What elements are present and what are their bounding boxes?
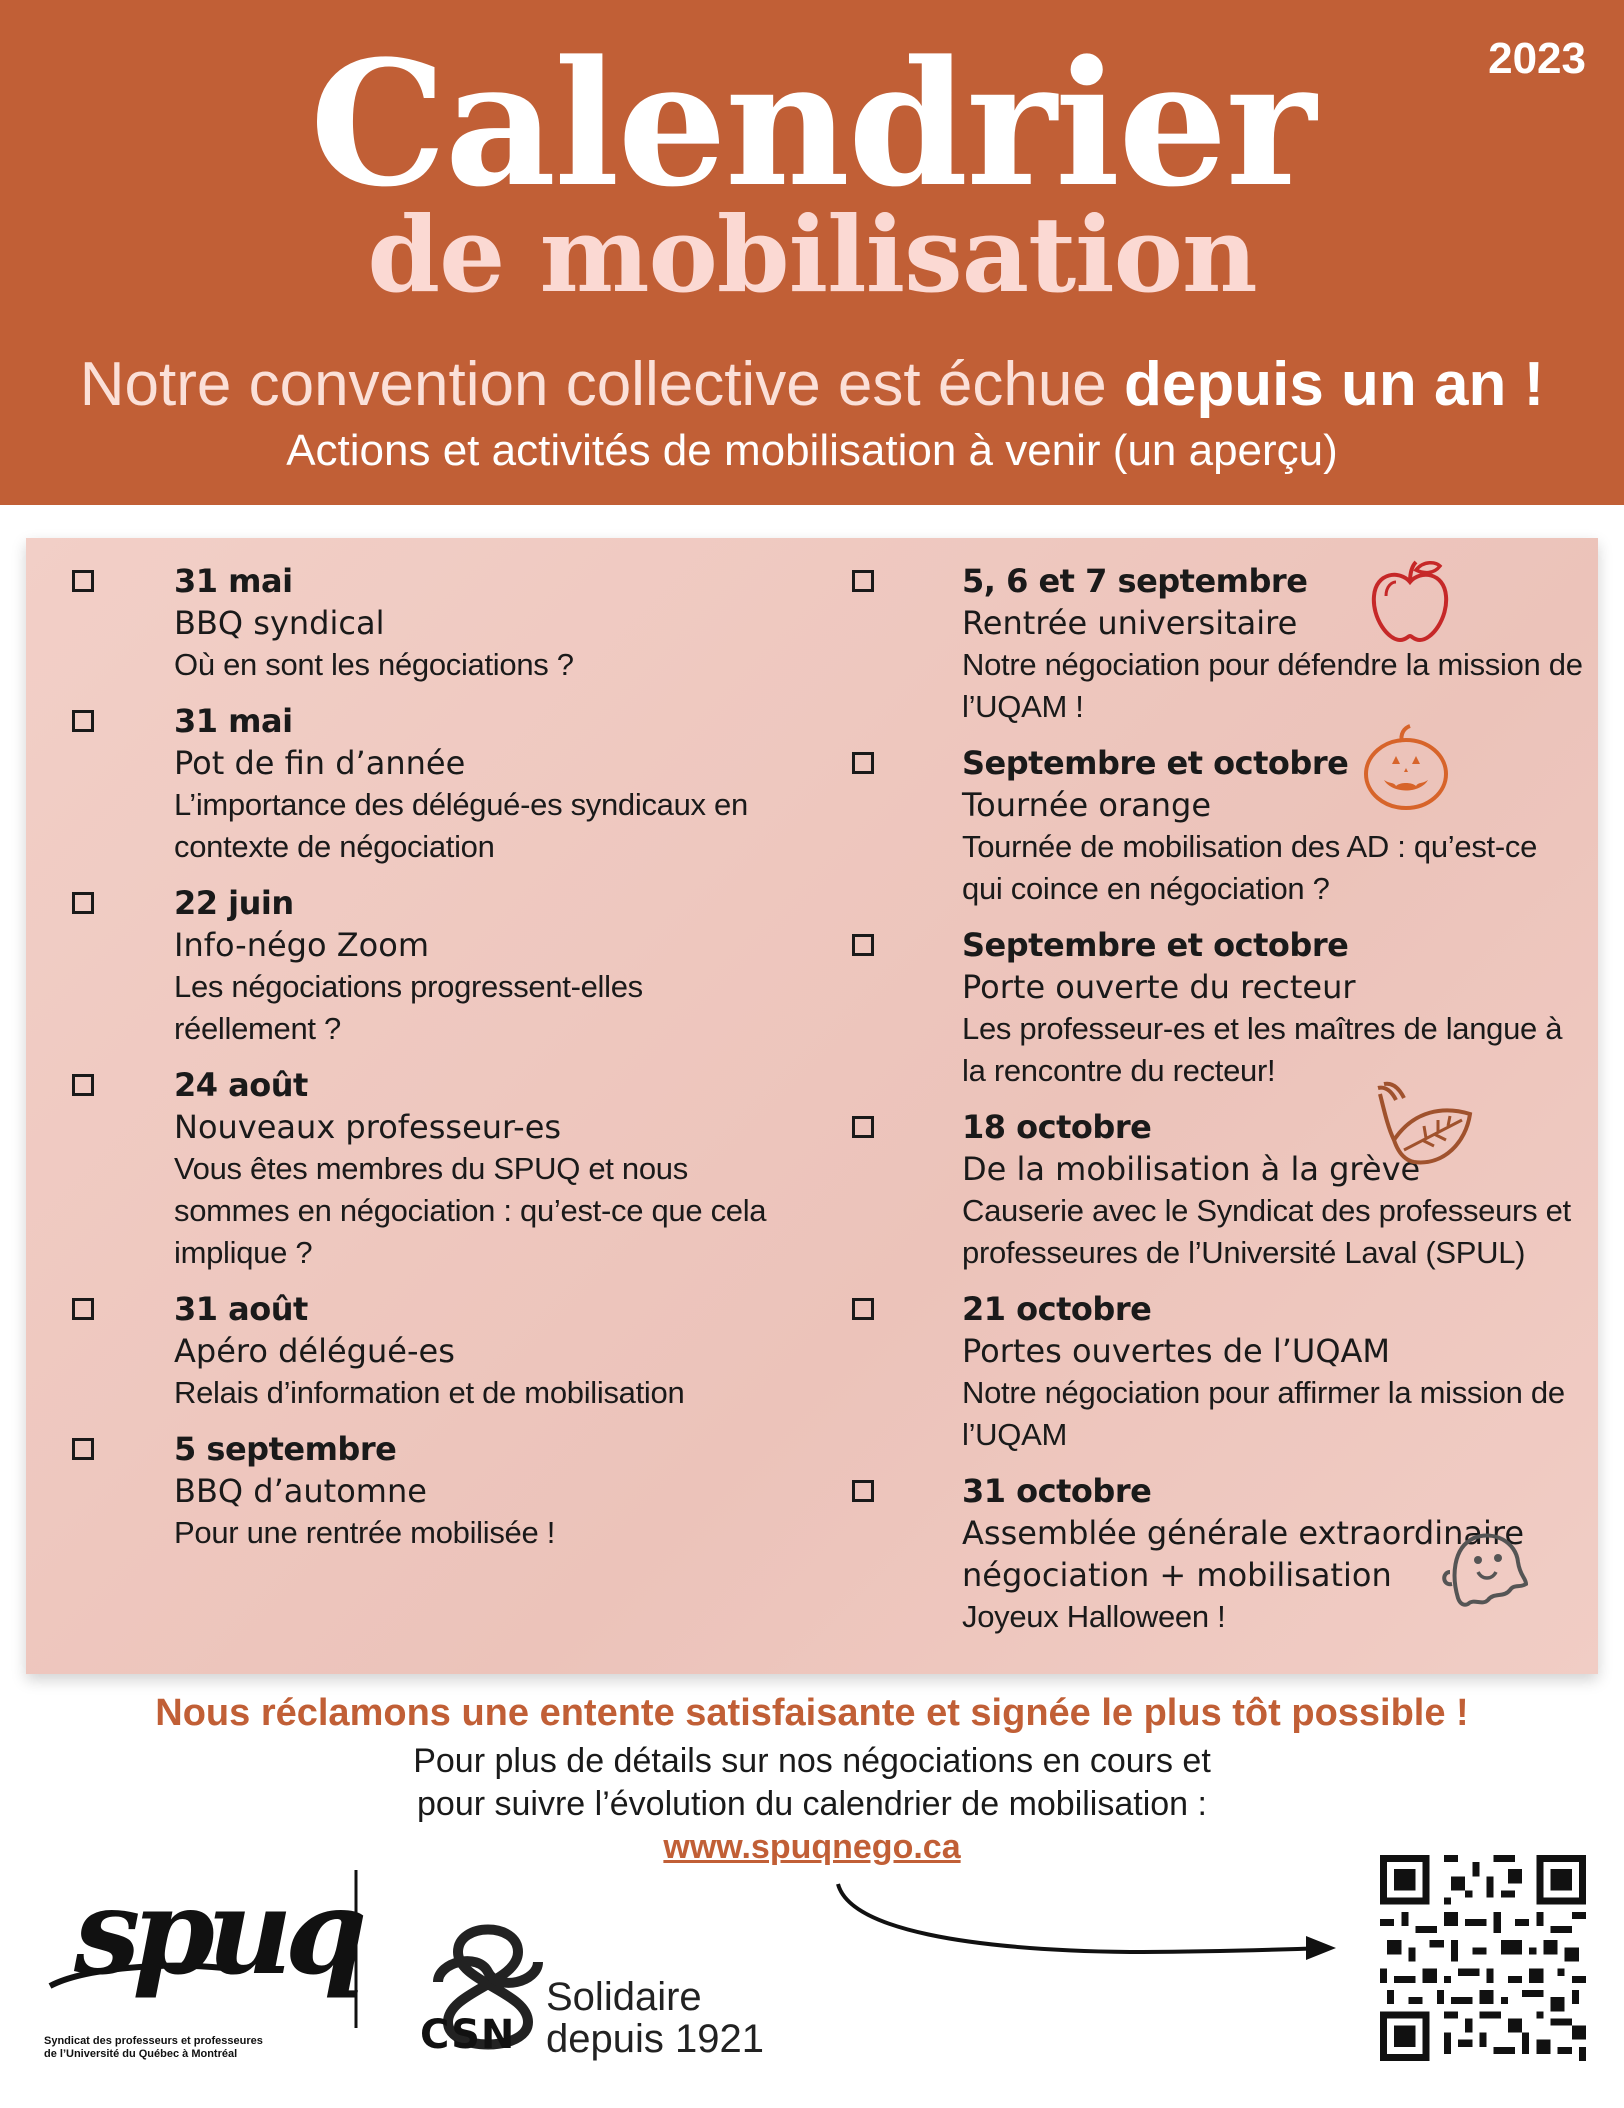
item-event-secondary: négociation + mobilisation [962,1556,1392,1594]
qr-code-icon[interactable] [1380,1855,1586,2061]
item-description: qui coince en négociation ? [962,871,1330,906]
checkbox[interactable] [72,1074,94,1096]
page-title: Calendrier [309,22,1315,225]
calendar-item [812,742,1598,910]
footer-demand: Nous réclamons une entente satisfaisante et signée le plus tôt possible ! [155,1692,1469,1734]
checkbox[interactable] [852,1298,874,1320]
calendar-item [26,560,786,686]
item-date: 31 mai [174,562,293,600]
checkbox[interactable] [72,710,94,732]
calendar-item [26,1064,786,1274]
checkbox[interactable] [852,934,874,956]
item-description: l’UQAM ! [962,689,1084,724]
item-description: l’UQAM [962,1417,1067,1452]
item-date: 31 octobre [962,1472,1152,1510]
item-description: Vous êtes membres du SPUQ et nous [174,1151,688,1186]
spuq-logo [44,1858,374,2058]
item-event: BBQ d’automne [174,1472,427,1510]
spuq-caption-line: de l’Université du Québec à Montréal [44,2048,238,2060]
item-event: Tournée orange [962,786,1212,824]
item-description: Les négociations progressent-elles [174,969,643,1004]
calendar-item [26,1288,786,1414]
spuq-caption-line: Syndicat des professeurs et professeures [44,2035,263,2047]
calendar-item [812,1470,1598,1638]
item-description: Où en sont les négociations ? [174,647,574,682]
item-description: sommes en négociation : qu’est-ce que cela [174,1193,767,1228]
item-description: la rencontre du recteur! [962,1053,1276,1088]
csn-wordmark: CSN [420,2012,516,2058]
checkbox[interactable] [72,570,94,592]
item-event: Porte ouverte du recteur [962,968,1356,1006]
footer-line-2: pour suivre l’évolution du calendrier de mobilisation : [417,1785,1207,1823]
ghost-icon [1438,1518,1534,1614]
calendar-item [26,700,786,868]
website-link[interactable]: www.spuqnego.ca [663,1828,961,1866]
checkbox[interactable] [852,1480,874,1502]
item-event: De la mobilisation à la grève [962,1150,1421,1188]
item-event: Portes ouvertes de l’UQAM [962,1332,1391,1370]
item-event: Info-négo Zoom [174,926,429,964]
item-description: Pour une rentrée mobilisée ! [174,1515,556,1550]
item-event: Nouveaux professeur-es [174,1108,562,1146]
item-date: 18 octobre [962,1108,1152,1146]
left-column [26,560,786,1568]
item-event: Assemblée générale extraordinaire [962,1514,1524,1552]
item-date: 24 août [174,1066,308,1104]
solidaire-line: Solidaire [546,1975,702,2019]
tagline-bold: depuis un an ! [1124,350,1545,419]
tagline-regular: Notre convention collective est échue [79,350,1125,419]
spuq-wordmark: spuq [74,1862,360,2001]
item-description: Les professeur-es et les maîtres de langue à [962,1011,1563,1046]
right-column [812,560,1598,1652]
item-description: L’importance des délégué-es syndicaux en [174,787,748,822]
item-date: 5, 6 et 7 septembre [962,562,1308,600]
calendar-panel [26,538,1598,1674]
item-description: Notre négociation pour affirmer la mission de [962,1375,1565,1410]
solidaire-line: depuis 1921 [546,2017,764,2061]
item-date: 31 août [174,1290,308,1328]
tagline [0,350,1624,420]
calendar-item [812,1106,1598,1274]
checkbox[interactable] [72,892,94,914]
tagline-secondary: Actions et activités de mobilisation à venir (un aperçu) [286,426,1338,475]
apple-icon [1364,556,1456,648]
leaf-hand-icon [1374,1080,1478,1176]
footer-line-1: Pour plus de détails sur nos négociations en cours et [413,1742,1211,1780]
item-event: Apéro délégué-es [174,1332,455,1370]
calendar-item [812,1288,1598,1456]
calendar-item [26,1428,786,1554]
page-subtitle: de mobilisation [367,193,1257,316]
item-event: Rentrée universitaire [962,604,1298,642]
item-date: 22 juin [174,884,294,922]
item-date: Septembre et octobre [962,926,1349,964]
item-date: Septembre et octobre [962,744,1349,782]
calendar-item [812,560,1598,728]
item-event: BBQ syndical [174,604,385,642]
item-date: 31 mai [174,702,293,740]
spuq-caption [44,2035,364,2061]
checkbox[interactable] [852,752,874,774]
item-event: Pot de fin d’année [174,744,466,782]
item-description: Joyeux Halloween ! [962,1599,1226,1634]
item-description: Causerie avec le Syndicat des professeurs et [962,1193,1571,1228]
checkbox[interactable] [72,1298,94,1320]
item-description: réellement ? [174,1011,341,1046]
item-date: 5 septembre [174,1430,397,1468]
item-description: Notre négociation pour défendre la mission de [962,647,1583,682]
checkbox[interactable] [852,1116,874,1138]
year-label: 2023 [1488,34,1586,83]
arrow-icon [830,1880,1350,1970]
calendar-item [812,924,1598,1092]
solidaire-text [546,1976,764,2060]
item-description: Relais d’information et de mobilisation [174,1375,685,1410]
item-description: implique ? [174,1235,313,1270]
header-banner [0,0,1624,505]
item-description: Tournée de mobilisation des AD : qu’est-ce [962,829,1538,864]
checkbox[interactable] [72,1438,94,1460]
item-date: 21 octobre [962,1290,1152,1328]
item-description: professeures de l’Université Laval (SPUL) [962,1235,1526,1270]
item-description: contexte de négociation [174,829,495,864]
calendar-item [26,882,786,1050]
checkbox[interactable] [852,570,874,592]
pumpkin-icon [1358,720,1454,816]
